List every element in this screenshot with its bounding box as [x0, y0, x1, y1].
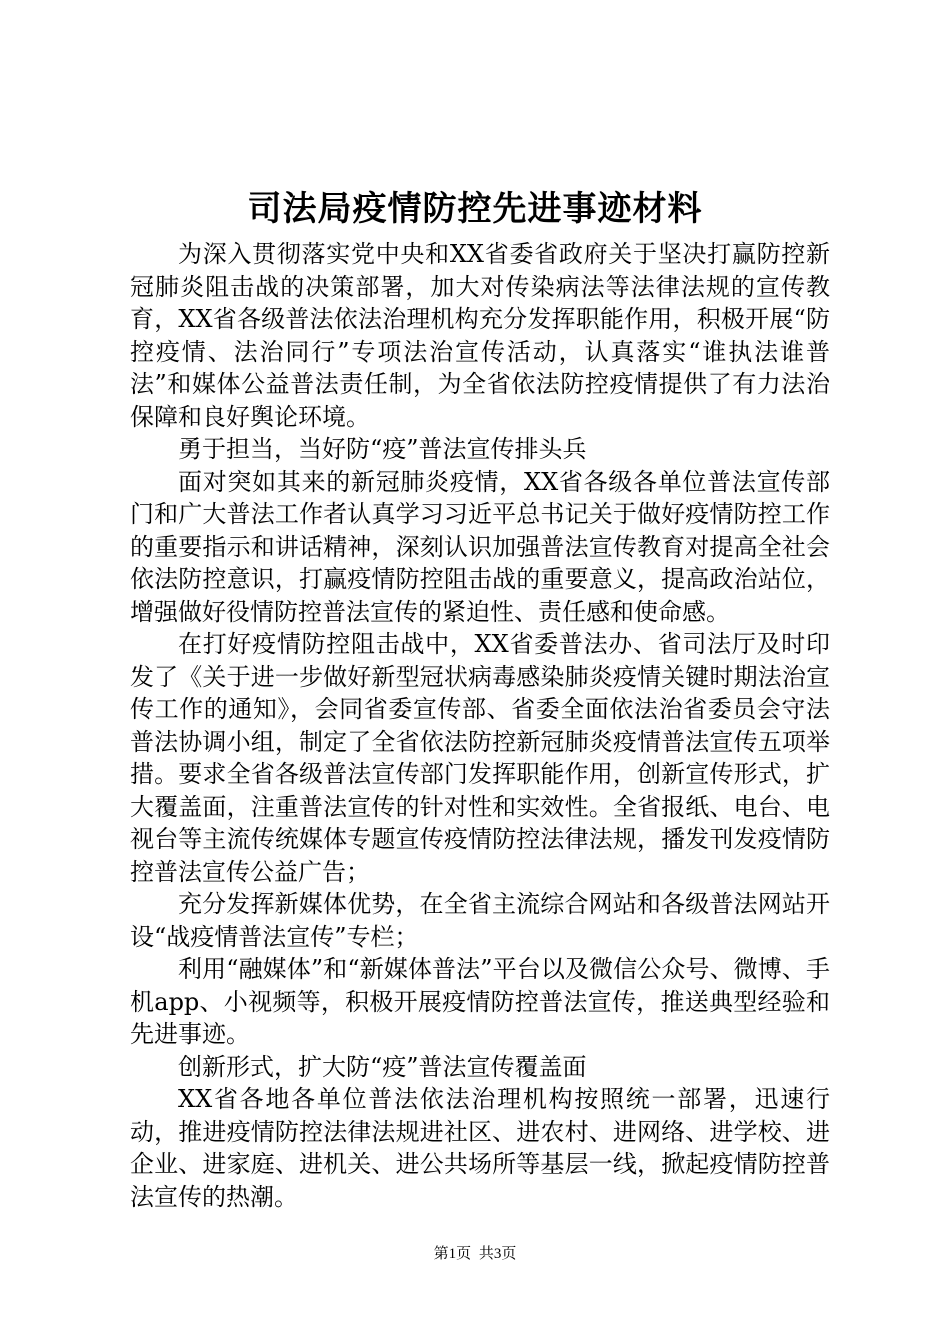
section-heading-2: 创新形式，扩大防“疫”普法宣传覆盖面	[178, 1052, 587, 1081]
section-heading-1: 勇于担当，当好防“疫”普法宣传排头兵	[178, 435, 587, 463]
document-title: 司法局疫情防控先进事迹材料	[247, 189, 703, 229]
paragraph-grassroots: XX省各地各单位普法依法治理机构按照统一部署，迅速行动，推进疫情防控法律法规进社区、进农村、进网络、进学校、进企业、进家庭、进机关、进公共场所等基层一线，掀起疫情防控普法宣传的热潮。	[130, 1085, 830, 1211]
document-body	[130, 238, 830, 1213]
page-footer	[0, 1244, 950, 1264]
paragraph-platforms: 利用“融媒体”和“新媒体普法”平台以及微信公众号、微博、手机app、小视频等，积极开展疫情防控普法宣传，推送典型经验和先进事迹。	[130, 955, 830, 1048]
paragraph-intro: 为深入贯彻落实党中央和XX省委省政府关于坚决打赢防控新冠肺炎阻击战的决策部署，加大对传染病法等法律法规的宣传教育，XX省各级普法依法治理机构充分发挥职能作用，积极开展“防控疫情、法治同行”专项法治宣传活动，认真落实“谁执法谁普法”和媒体公益普法责任制，为全省依法防控疫情提供了有力法治保障和良好舆论环境。	[130, 240, 830, 431]
paragraph-new-media: 充分发挥新媒体优势，在全省主流综合网站和各级普法网站开设“战疫情普法宣传”专栏；	[130, 890, 830, 951]
paragraph-awareness: 面对突如其来的新冠肺炎疫情，XX省各级各单位普法宣传部门和广大普法工作者认真学习习近平总书记关于做好疫情防控工作的重要指示和讲话精神，深刻认识加强普法宣传教育对提高全社会依法防控意识，打赢疫情防控阻击战的重要意义，提高政治站位，增强做好役情防控普法宣传的紧迫性、责任感和使命感。	[130, 467, 830, 626]
page-number: 第1页	[433, 1246, 472, 1262]
page-total: 共3页	[478, 1246, 517, 1262]
paragraph-measures: 在打好疫情防控阻击战中，XX省委普法办、省司法厅及时印发了《关于进一步做好新型冠状病毒感染肺炎疫情关键时期法治宣传工作的通知》，会同省委宣传部、省委全面依法治省委员会守法普法协调小组，制定了全省依法防控新冠肺炎疫情普法宣传五项举措。要求全省各级普法宣传部门发挥职能作用，创新宣传形式，扩大覆盖面，注重普法宣传的针对性和实效性。全省报纸、电台、电视台等主流传统媒体专题宣传疫情防控法律法规，播发刊发疫情防控普法宣传公益广告；	[130, 630, 830, 886]
